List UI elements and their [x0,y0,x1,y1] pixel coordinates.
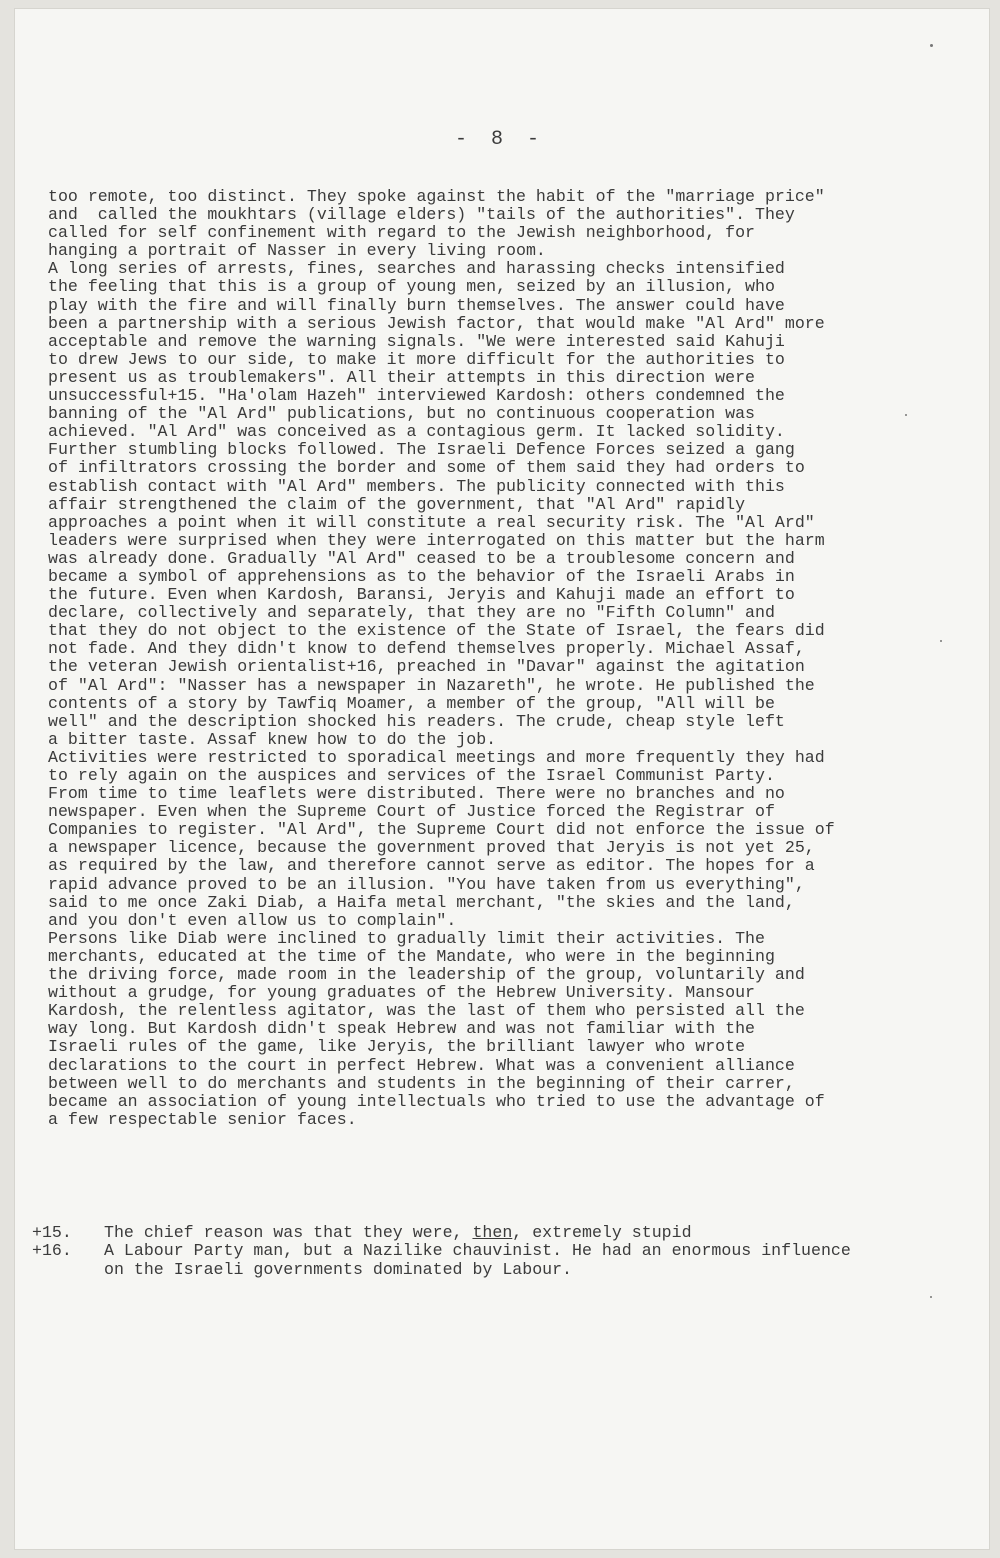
text-line: of "Al Ard": "Nasser has a newspaper in Nazareth", he wrote. He published the [48,675,815,695]
text-line: the driving force, made room in the leadership of the group, voluntarily and [48,965,805,985]
text-line: present us as troublemakers". All their attempts in this direction were [48,367,756,387]
text-line: to rely again on the auspices and services of the Israel Communist Party. [48,766,775,785]
text-line: too remote, too distinct. They spoke against the habit of the "marriage price" [48,187,825,206]
text-line: was already done. Gradually "Al Ard" ceased to be a troublesome concern and [48,548,795,568]
text-line: that they do not object to the existence of the State of Israel, the fears did [48,621,825,641]
text-line: a bitter taste. Assaf knew how to do the job. [48,729,497,749]
text-line: declare, collectively and separately, that they are no "Fifth Column" and [48,603,775,623]
text-line: Kardosh, the relentless agitator, was the last of them who persisted all the [48,1001,805,1021]
footnote-emphasis: then [472,1223,513,1242]
footnote-text [104,1242,851,1260]
text-line: rapid advance proved to be an illusion. "You have taken from us everything", [48,874,805,894]
text-line: affair strengthened the claim of the government, that "Al Ard" rapidly [48,494,746,514]
footnote-text-start: A Labour Party man, but a Nazilike chauvinist. He had an enormous influence [104,1241,851,1261]
text-line: a newspaper licence, because the government proved that Jeryis is not yet 25, [48,838,815,858]
text-line: and called the moukhtars (village elders) "tails of the authorities". They [48,205,795,225]
text-line: Persons like Diab were inclined to gradually limit their activities. The [48,928,765,948]
text-line: A long series of arrests, fines, searches and harassing checks intensified [48,259,785,279]
text-line: said to me once Zaki Diab, a Haifa metal merchant, "the skies and the land, [48,892,795,912]
text-line: hanging a portrait of Nasser in every living room. [48,241,546,261]
footnote-marker: +15. [32,1223,72,1242]
text-line: declarations to the court in perfect Hebrew. What was a convenient alliance [48,1055,795,1075]
footnotes [32,1224,982,1279]
text-line: From time to time leaflets were distributed. There were no branches and no [48,784,785,804]
text-line: leaders were surprised when they were interrogated on this matter but the harm [48,530,825,550]
footnote [32,1224,982,1242]
text-line: merchants, educated at the time of the Mandate, who were in the beginning [48,946,775,966]
text-line: achieved. "Al Ard" was conceived as a contagious germ. It lacked solidity. [48,422,785,442]
text-line: establish contact with "Al Ard" members. The publicity connected with this [48,476,785,496]
footnote-text-start: on the Israeli governments dominated by Labour. [104,1259,573,1279]
text-line: without a grudge, for young graduates of the Hebrew University. Mansour [48,983,756,1003]
text-line: the future. Even when Kardosh, Baransi, Jeryis and Kahuji made an effort to [48,585,795,605]
text-line: approaches a point when it will constitute a real security risk. The "Al Ard" [48,512,815,532]
text-line: Activities were restricted to sporadical meetings and more frequently they had [48,747,825,767]
body-text [48,188,968,1129]
footnote-text-end: , extremely stupid [512,1223,692,1242]
text-line: way long. But Kardosh didn't speak Hebrew and was not familiar with the [48,1019,756,1039]
text-line: Further stumbling blocks followed. The Israeli Defence Forces seized a gang [48,440,795,460]
footnote-text [104,1261,572,1279]
text-line: the veteran Jewish orientalist+16, preached in "Davar" against the agitation [48,657,805,677]
text-line: to drew Jews to our side, to make it more difficult for the authorities to [48,349,785,369]
text-line: a few respectable senior faces. [48,1109,357,1129]
text-line: banning of the "Al Ard" publications, but no continuous cooperation was [48,404,756,424]
text-line: became an association of young intellectuals who tried to use the advantage of [48,1091,825,1111]
text-line: contents of a story by Tawfiq Moamer, a member of the group, "All will be [48,693,775,713]
text-line: Companies to register. "Al Ard", the Supreme Court did not enforce the issue of [48,820,835,840]
page-number: - 8 - [454,128,545,151]
footnote [32,1261,982,1279]
footnote-text [104,1224,692,1242]
text-line: well" and the description shocked his readers. The crude, cheap style left [48,711,785,731]
text-line: unsuccessful+15. "Ha'olam Hazeh" interviewed Kardosh: others condemned the [48,386,785,406]
text-line: as required by the law, and therefore cannot serve as editor. The hopes for a [48,856,815,876]
footnote [32,1242,982,1260]
text-line: of infiltrators crossing the border and some of them said they had orders to [48,458,805,478]
text-line: became a symbol of apprehensions as to the behavior of the Israeli Arabs in [48,566,795,586]
footnote-text-start: The chief reason was that they were, [104,1223,473,1242]
text-line: not fade. And they didn't know to defend themselves properly. Michael Assaf, [48,639,805,659]
text-line: called for self confinement with regard to the Jewish neighborhood, for [48,223,756,243]
text-line: and you don't even allow us to complain". [48,910,457,930]
text-line: play with the fire and will finally burn themselves. The answer could have [48,295,785,315]
text-line: been a partnership with a serious Jewish factor, that would make "Al Ard" more [48,313,825,333]
text-line: newspaper. Even when the Supreme Court of Justice forced the Registrar of [48,802,775,822]
text-line: the feeling that this is a group of young men, seized by an illusion, who [48,277,775,297]
text-line: acceptable and remove the warning signals. "We were interested said Kahuji [48,331,785,351]
text-line: Israeli rules of the game, like Jeryis, the brilliant lawyer who wrote [48,1037,746,1057]
footnote-marker [32,1261,104,1279]
footnote-marker: +16. [32,1241,72,1261]
text-line: between well to do merchants and students in the beginning of their carrer, [48,1073,795,1093]
